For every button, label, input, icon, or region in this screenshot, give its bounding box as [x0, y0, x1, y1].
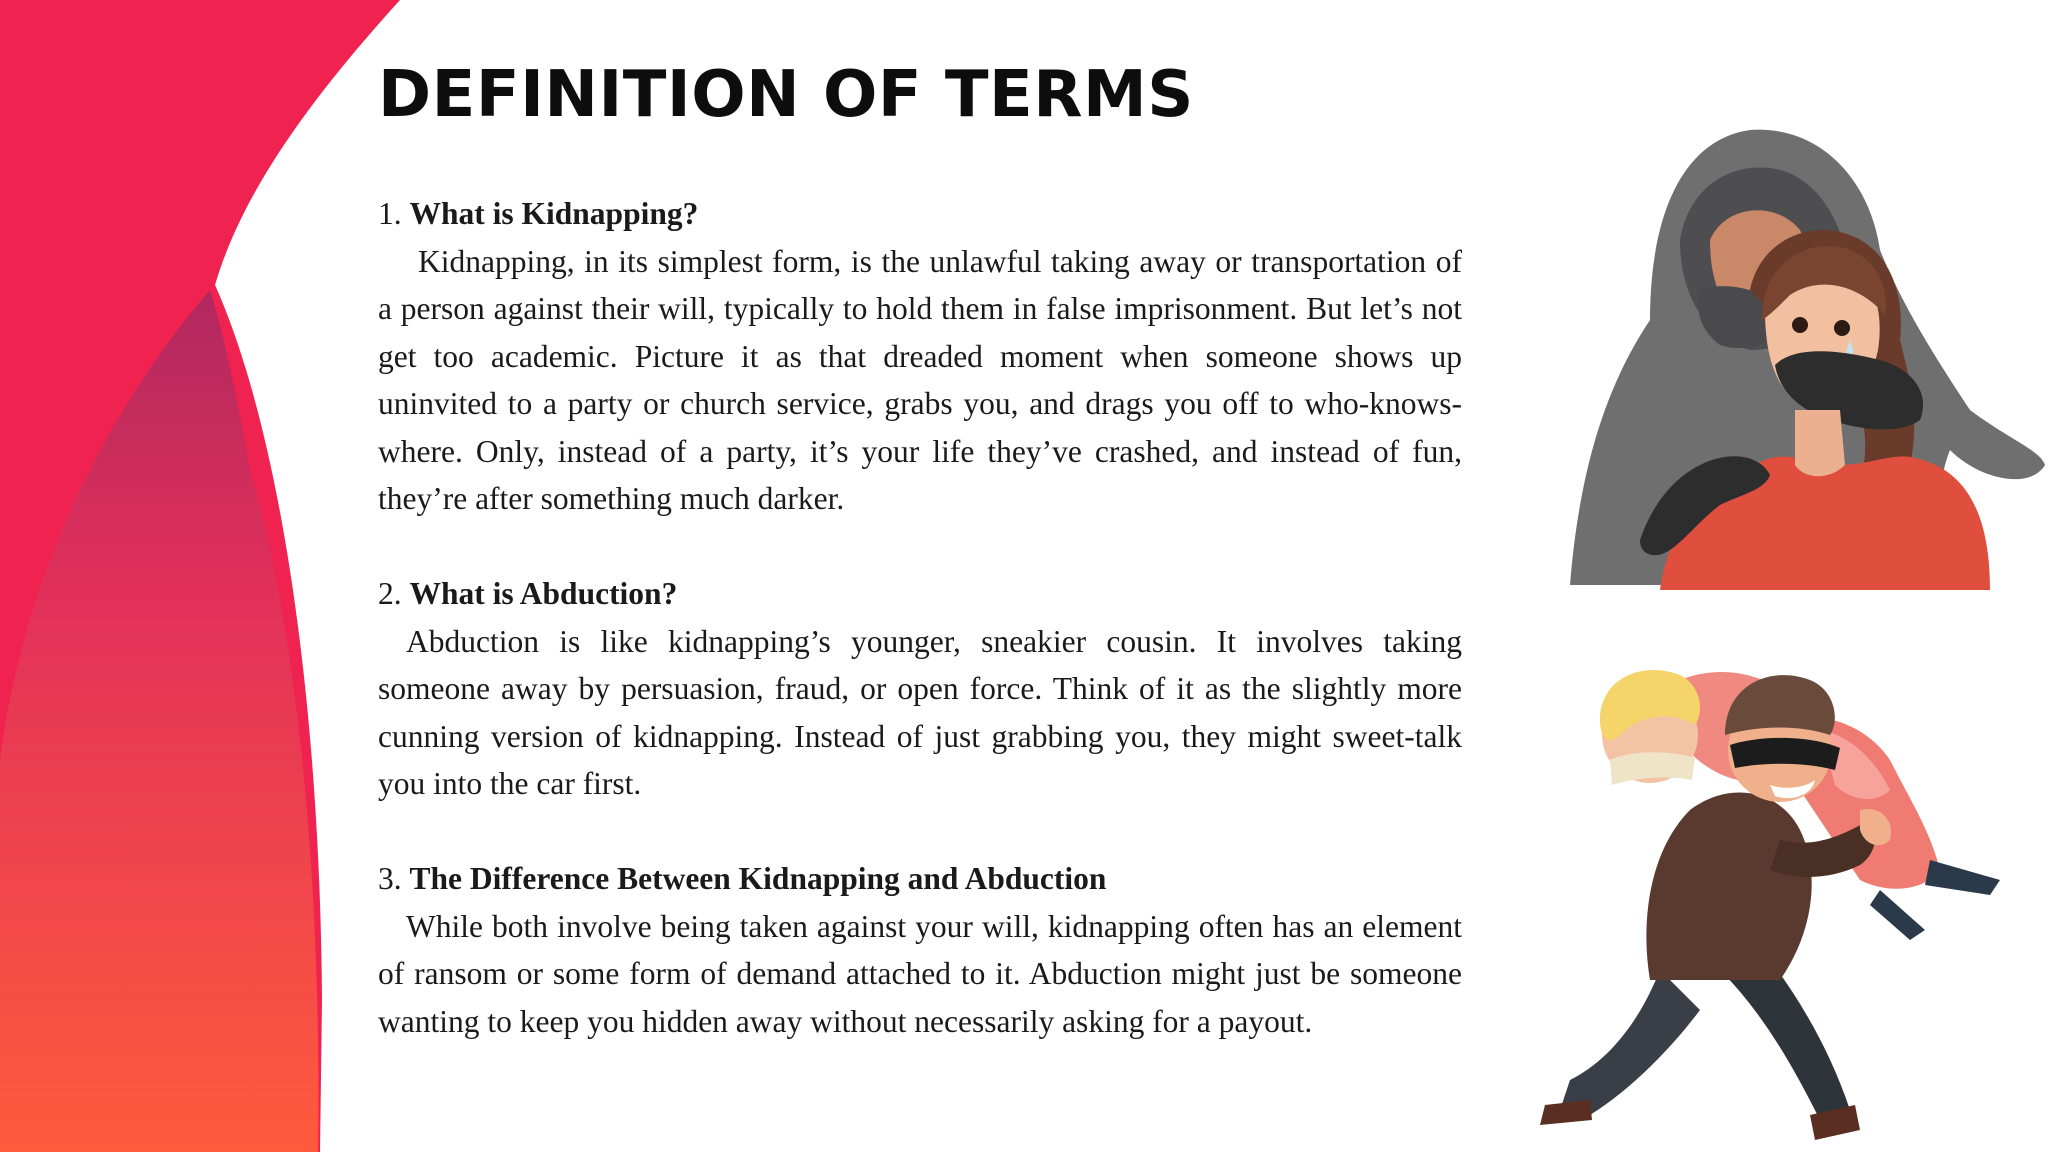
section-heading: [378, 190, 1462, 238]
page-title: DEFINITION OF TERMS: [378, 58, 1194, 132]
child-foot: [1925, 860, 2000, 895]
thief-leg-back: [1560, 970, 1700, 1115]
section-number: 1.: [378, 196, 402, 231]
section-body: While both involve being taken against your will, kidnapping often has an element of ransom or some form of demand attached to it. Abduction might just be someone wanting to keep you hidden away without necessarily asking for a payout.: [378, 908, 1462, 1039]
thief-shoe-back: [1540, 1100, 1592, 1125]
section-heading: [378, 570, 1462, 618]
woman-eye-right: [1834, 320, 1850, 336]
thief-leg-front: [1720, 960, 1850, 1120]
woman-eye-left: [1792, 317, 1808, 333]
woman-neck: [1795, 410, 1845, 476]
section-number: 2.: [378, 576, 402, 611]
decorative-wave-shape: [0, 0, 420, 1152]
masked-thief-carrying-child-illustration: [1530, 640, 2030, 1152]
section-number: 3.: [378, 861, 402, 896]
section-title: The Difference Between Kidnapping and Abduction: [409, 861, 1107, 896]
hooded-figure-grabbing-woman-illustration: [1550, 120, 2048, 590]
section-abduction: [378, 570, 1462, 808]
section-difference: [378, 855, 1462, 1045]
section-heading: [378, 855, 1462, 903]
section-body: Abduction is like kidnapping’s younger, sneakier cousin. It involves taking someone away by persuasion, fraud, or open force. Think of it as the slightly more cunning version of kidnapping. Instead of just grabbing you, they might sweet-talk you into the car first.: [378, 623, 1462, 801]
section-body: Kidnapping, in its simplest form, is the unlawful taking away or transportation of a person against their will, typically to hold them in false imprisonment. But let’s not get too academic. Picture it as that dreaded moment when someone shows up uninvited to a party or church service, grabs you, and drags you off to who-knows-where. Only, instead of a party, it’s your life they’ve crashed, and instead of fun, they’re after something much darker.: [378, 243, 1462, 516]
child-foot: [1870, 890, 1925, 940]
thief-jacket: [1646, 793, 1811, 980]
section-title: What is Kidnapping?: [409, 196, 699, 231]
section-title: What is Abduction?: [409, 576, 678, 611]
section-kidnapping: [378, 190, 1462, 523]
